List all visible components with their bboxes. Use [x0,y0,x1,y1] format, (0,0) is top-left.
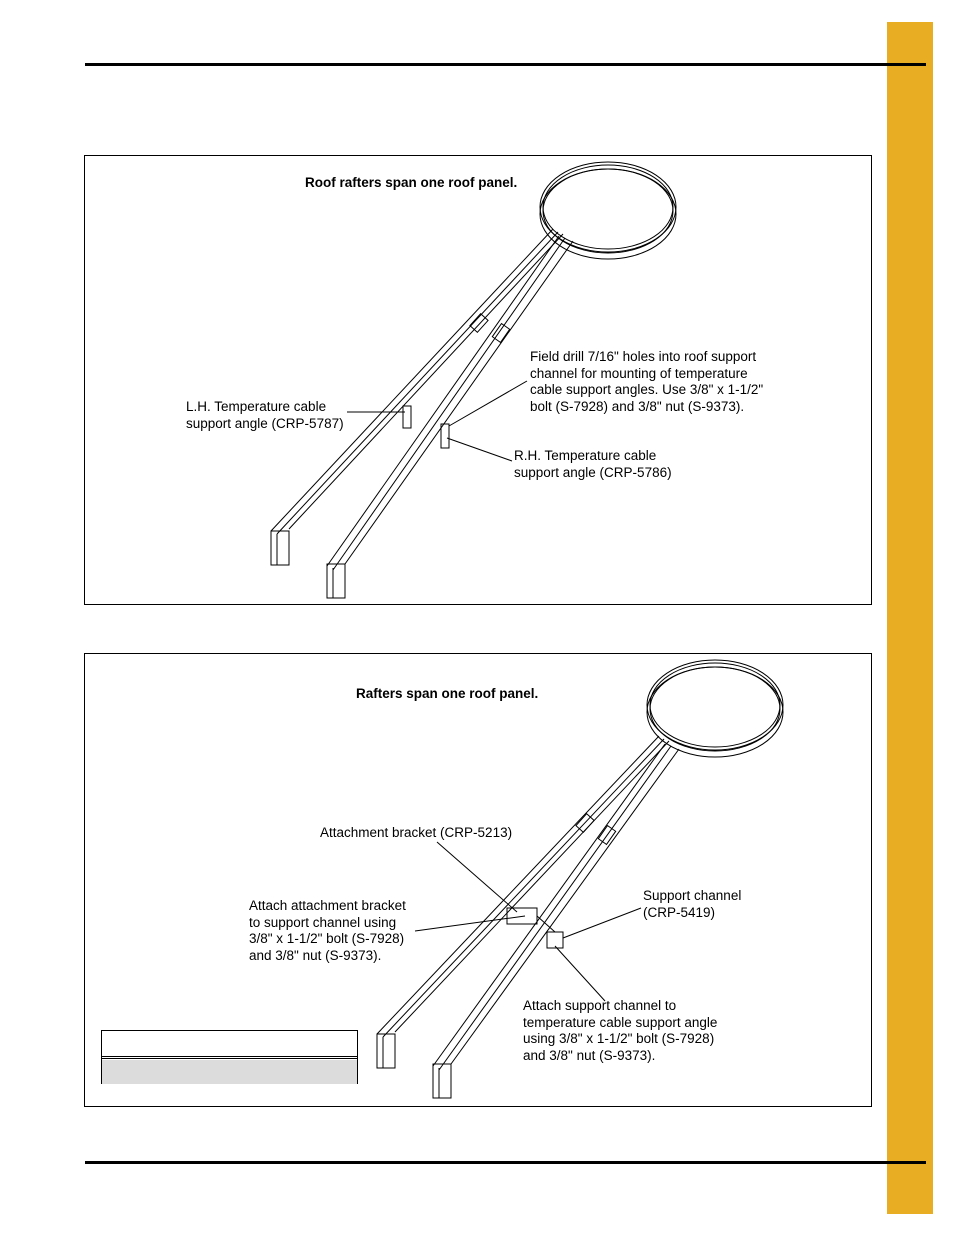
figure-rafters-temperature-angles [84,155,872,605]
section-side-tab [887,22,933,1214]
attach-bracket-instructions: Attach attachment bracket to support channel using 3/8" x 1-1/2" bolt (S-7928) and 3/8" nut (S-9373). [249,898,406,963]
rh-angle-callout: R.H. Temperature cable support angle (CRP-5786) [514,448,672,480]
drill-holes-callout: Field drill 7/16" holes into roof support channel for mounting of temperature cable support angles. Use 3/8" x 1-1/2" bolt (S-7928) and 3/8" nut (S-9373). [530,349,764,414]
figure-rafters-attachment-bracket [84,653,872,1107]
support-channel [547,932,563,948]
lh-angle-callout: L.H. Temperature cable support angle (CRP-5787) [186,399,344,431]
attach-channel-instructions: Attach support channel to temperature cable support angle using 3/8" x 1-1/2" bolt (S-7928) and 3/8" nut (S-9373). [523,998,718,1063]
header-rule [85,63,926,66]
attachment-bracket-callout: Attachment bracket (CRP-5213) [320,825,513,840]
table-row [102,1031,357,1056]
figure-1-title: Roof rafters span one roof panel. [305,175,518,190]
reference-table [101,1030,358,1084]
figure-2-title: Rafters span one roof panel. [356,686,539,701]
compression-ring-outer [540,162,676,252]
table-divider [102,1056,357,1059]
rh-support-angle [441,424,449,448]
lh-support-angle [403,406,411,428]
table-row [102,1060,357,1084]
compression-ring-outer [647,660,783,750]
footer-rule [85,1161,926,1164]
support-channel-callout: Support channel (CRP-5419) [643,888,742,920]
